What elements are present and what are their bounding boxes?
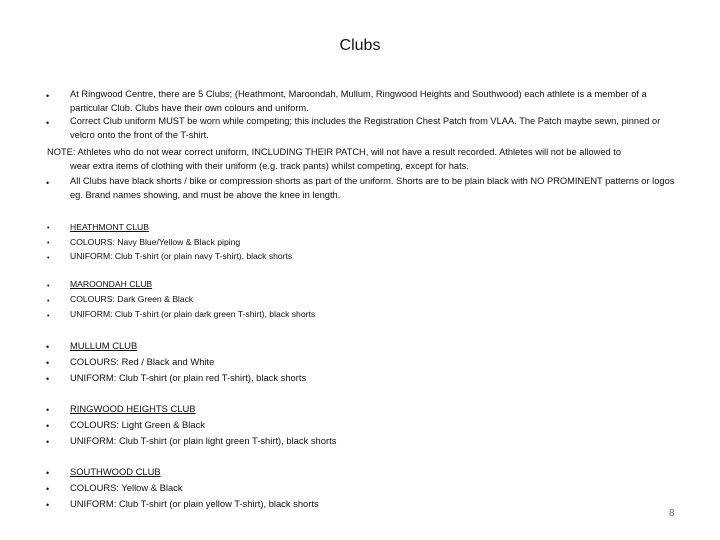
- note-first-line: NOTE: Athletes who do not wear correct uniform, INCLUDING THEIR PATCH, will not have a result recorded. Athletes will not be allowed to: [47, 147, 622, 157]
- bullet-marker: •: [46, 421, 50, 431]
- bullet-marker: •: [47, 240, 50, 247]
- bullet-marker: •: [47, 255, 50, 262]
- shorts-paragraph: All Clubs have black shorts / bike or compression shorts as part of the uniform. Shorts are to be plain black with NO PROMINENT patterns or logos eg. Brand names showing, and must be above the knee in length.: [70, 176, 675, 200]
- bullet-marker: •: [47, 283, 50, 290]
- club-uniform: UNIFORM: Club T-shirt (or plain yellow T-shirt), black shorts: [70, 498, 319, 509]
- bullet-marker: •: [47, 313, 50, 320]
- bullet-marker: •: [46, 91, 50, 101]
- bullet-marker: •: [46, 405, 50, 415]
- bullet-marker: •: [47, 225, 50, 232]
- club-name: SOUTHWOOD CLUB: [70, 466, 161, 477]
- bullet-marker: •: [46, 484, 50, 494]
- club-colours: COLOURS: Light Green & Black: [70, 419, 205, 430]
- note-paragraph: [47, 146, 687, 173]
- club-colours: COLOURS: Red / Black and White: [70, 356, 215, 367]
- bullet-marker: •: [46, 118, 50, 128]
- bullet-marker: •: [46, 358, 50, 368]
- club-name: RINGWOOD HEIGHTS CLUB: [70, 403, 196, 414]
- intro-paragraph: At Ringwood Centre, there are 5 Clubs; (Heathmont, Maroondah, Mullum, Ringwood Heights and Southwood) each athlete is a member of a particular Club. Clubs have their own colours and uniform.: [70, 89, 647, 113]
- club-uniform: UNIFORM: Club T-shirt (or plain light green T-shirt), black shorts: [70, 435, 337, 446]
- bullet-marker: •: [46, 178, 50, 188]
- club-uniform: UNIFORM: Club T-shirt (or plain navy T-shirt), black shorts: [70, 251, 293, 261]
- bullet-marker: •: [46, 374, 50, 384]
- club-uniform: UNIFORM: Club T-shirt (or plain dark green T-shirt), black shorts: [70, 309, 316, 319]
- club-name: MAROONDAH CLUB: [70, 279, 153, 289]
- bullet-marker: •: [46, 342, 50, 352]
- bullet-marker: •: [46, 437, 50, 447]
- club-colours: COLOURS: Dark Green & Black: [70, 294, 194, 304]
- bullet-marker: •: [46, 500, 50, 510]
- page-number: 8: [669, 508, 675, 519]
- intro-paragraph: Correct Club uniform MUST be worn while competing; this includes the Registration Chest Patch from VLAA. The Patch maybe sewn, pinned or velcro onto the front of the T-shirt.: [70, 116, 661, 140]
- club-colours: COLOURS: Yellow & Black: [70, 482, 183, 493]
- club-colours: COLOURS: Navy Blue/Yellow & Black piping: [70, 237, 241, 247]
- page-title: Clubs: [339, 37, 381, 54]
- note-continuation: wear extra items of clothing with their uniform (e.g. track pants) whilst competing, except for hats.: [70, 160, 469, 171]
- club-uniform: UNIFORM: Club T-shirt (or plain red T-shirt), black shorts: [70, 372, 307, 383]
- club-name: MULLUM CLUB: [70, 340, 138, 351]
- club-name: HEATHMONT CLUB: [70, 222, 149, 232]
- bullet-marker: •: [46, 468, 50, 478]
- bullet-marker: •: [47, 298, 50, 305]
